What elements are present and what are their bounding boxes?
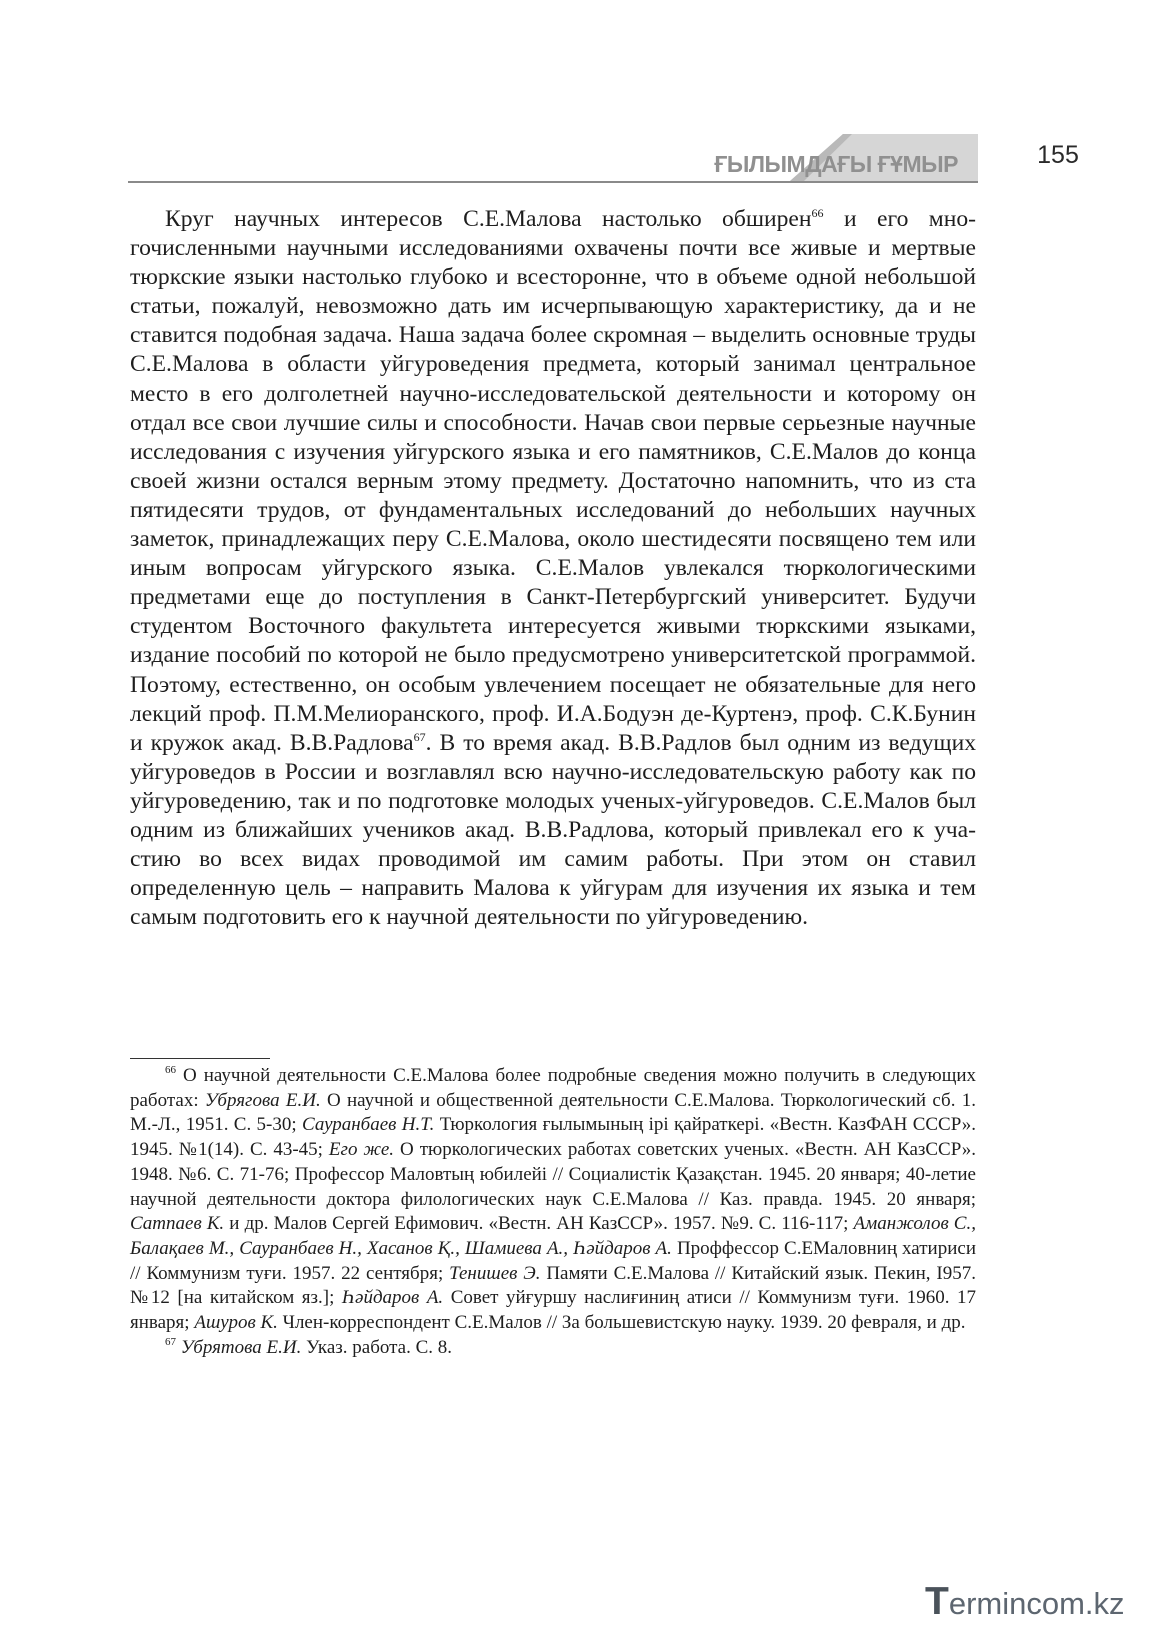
footnote-67: [130, 1336, 976, 1361]
footnote-text: О научной деятельности С.Е.Малова более подробные сведения можно получить в следующих работах:: [130, 1065, 976, 1111]
header-rule: [128, 181, 978, 183]
footnote-text: Член-корреспондент С.Е.Малов // За большевистскую науку. 1939. 20 февраля, и др.: [277, 1312, 966, 1334]
footnote-author: Сатпаев К.: [130, 1213, 225, 1235]
footnote-separator: [130, 1058, 270, 1059]
paragraph-text-middle: и его многочисленными научными исследованиями охвачены почти все живые и мертвые тюркские языки настолько глубоко и всесторонне, что в объеме одной небольшой статьи, пожалуй, невозможно дать им исчерпывающую характеристику, да и не ставится подобная задача. Наша задача более скромная – выделить основные труды С.Е.Малова в области уйгуроведения предмета, который занимал центральное место в его долголетней научно-исследовательской деятельности и которому он отдал все свои лучшие силы и способности. Начав свои первые серьезные научные исследования с изучения уйгурского языка и его памятников, С.Е.Малов до конца своей жизни остался верным этому предмету. Достаточно напомнить, что из ста пятидесяти трудов, от фундаментальных исследований до небольших научных заметок, принадлежащих перу С.Е.Малова, около шестидесяти посвящено тем или иным вопросам уйгурского языка. С.Е.Малов увлекался тюркологическими предметами еще до поступления в Санкт-Петербургский университет. Будучи студентом Восточного факультета интересуется живыми тюркскими языками, издание пособий по которой не было предусмотрено университетской программой. Поэтому, естественно, он особым увлечением посещает не обязательные для него лекций проф. П.М.Мелиоранского, проф. И.А.Бодуэн де-Куртенэ, проф. С.К.Бунин и кружок акад. В.В.Радлова: [130, 206, 976, 756]
footnote-author: Һәйдаров А.: [341, 1287, 444, 1309]
footnote-mark-66: 66: [165, 1064, 176, 1076]
watermark-text: ermincom.kz: [948, 1586, 1125, 1621]
footnote-text: Тюркология ғылымының ірі қайраткері. «Вестн. КазФАН СССР». 1945. №1(14). С. 43-45;: [130, 1114, 977, 1161]
footnote-text: О тюркологических работах советских ученых. «Вестн. АН КазССР». 1948. №6. С. 71-76; Профессор Маловтың юбилейі // Социалистік Қазақстан. 1945. 20 января; 40-летие научной деятельности доктора филологических наук С.Е.Малова // Каз. правда. 1945. 20 января;: [130, 1139, 977, 1210]
footnote-text: О научной и общественной деятельности С.Е.Малова. Тюркологический сб. 1. М.-Л., 1951. С. 5-30;: [130, 1089, 976, 1136]
watermark-initial: T: [925, 1580, 949, 1623]
footnote-author: Аманжолов С., Балақаев М., Сауранбаев Н., Хасанов Қ., Шамиева А., Һәйдаров А.: [130, 1213, 976, 1259]
footnote-text: и др. Малов Сергей Ефимович. «Вестн. АН КазССР». 1957. №9. С. 116-117;: [224, 1213, 854, 1235]
paragraph-text-start: Круг научных интересов С.Е.Малова настолько обширен: [165, 206, 812, 232]
footnote-ref-67: 67: [413, 729, 426, 744]
footnote-author: Тенишев Э.: [449, 1262, 541, 1284]
footnote-author: Сауранбаев Н.Т.: [302, 1114, 435, 1136]
footnote-author: Его же.: [328, 1139, 395, 1161]
footnote-text: Проффессор С.ЕМаловниң хатириси // Коммунизм туғи. 1957. 22 сентября;: [130, 1237, 976, 1284]
paragraph-text-end: . В то время акад. В.В.Радлов был одним из ведущих уйгуроведов в России и возглавлял всю научно-исследовательскую работу как по уйгуроведению, так и по подготовке молодых ученых-уйгуроведов. С.Е.Малов был одним из ближайших учеников акад. В.В.Радлова, который привлекал его к участию во всех видах проводимой им самим работы. При этом он ставил определенную цель – направить Малова к уйгурам для изучения их языка и тем самым подготовить его к научной деятельности по уйгуроведению.: [130, 729, 976, 931]
footnote-text: Указ. работа. С. 8.: [301, 1336, 452, 1358]
footnote-ref-66: 66: [811, 206, 824, 220]
footnote-author: Убрятова Е.И.: [180, 1336, 302, 1358]
footnote-mark-67: 67: [165, 1335, 176, 1348]
footnote-text: Совет уйғуршу наслиғиниң атиси // Коммунизм туғи. 1960. 17 января;: [130, 1287, 976, 1334]
running-title: ҒЫЛЫМДАҒЫ ҒҰМЫР: [714, 151, 958, 177]
footnotes: [130, 1064, 976, 1360]
running-header: [128, 134, 1079, 184]
footnote-author: Убрягова Е.И.: [204, 1089, 321, 1111]
footnote-author: Ашуров К.: [194, 1312, 278, 1334]
footnote-text: Памяти С.Е.Малова // Китайский язык. Пекин, І957. №12 [на китайском яз.];: [130, 1262, 976, 1309]
page-number: 155: [1037, 141, 1079, 169]
termincom-watermark: [925, 1580, 1135, 1623]
footnote-66: [130, 1064, 976, 1336]
main-paragraph: [130, 205, 976, 932]
